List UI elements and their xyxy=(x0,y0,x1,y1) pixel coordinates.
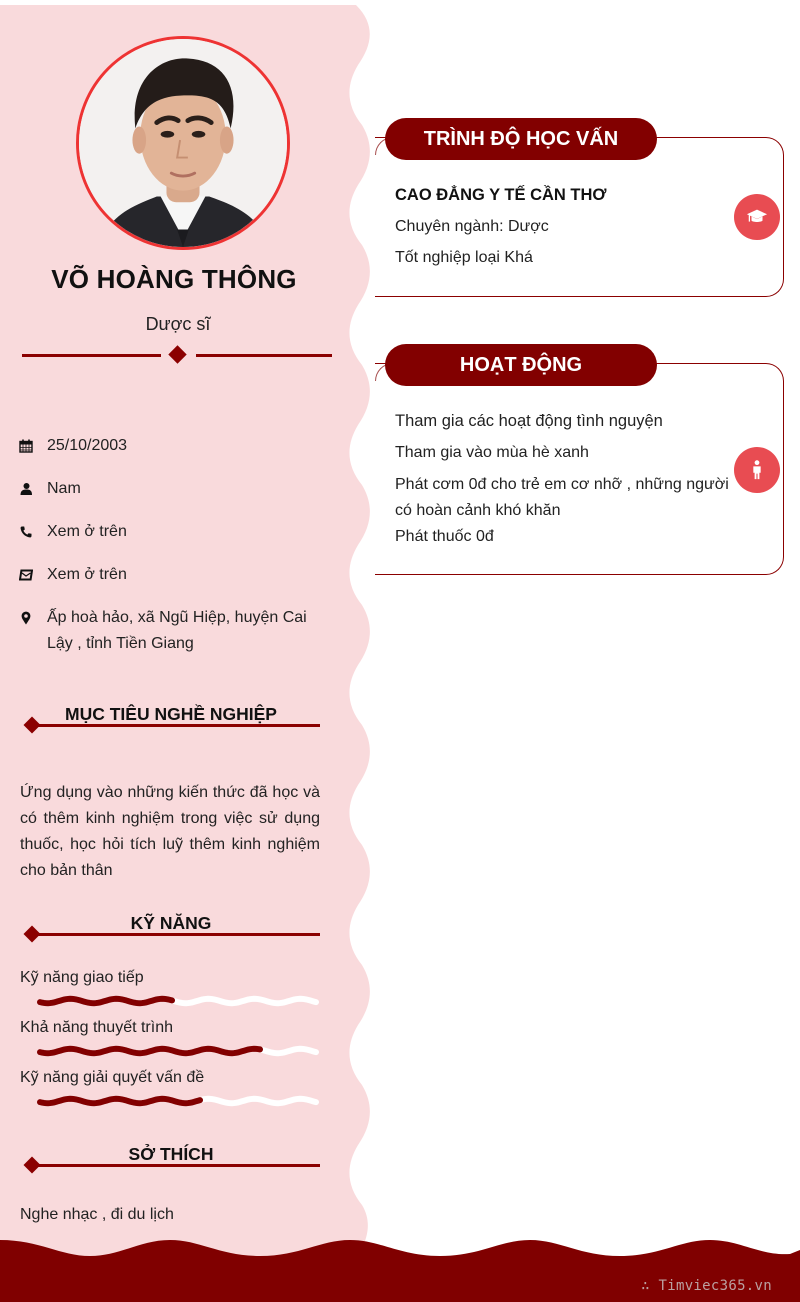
education-title-pill: TRÌNH ĐỘ HỌC VẤN xyxy=(385,118,657,160)
skill-item xyxy=(20,1067,322,1089)
contact-address xyxy=(18,608,318,657)
contact-gender-value: Nam xyxy=(47,480,81,497)
contact-email xyxy=(18,565,318,588)
watermark: ∴ Timviec365.vn xyxy=(641,1278,772,1294)
section-heading-skills xyxy=(22,913,322,943)
phone-icon xyxy=(18,522,34,542)
activities-card xyxy=(375,344,784,576)
divider-diamond-icon xyxy=(168,345,186,363)
heading-underline xyxy=(38,1164,320,1167)
skill-label: Kỹ năng giao tiếp xyxy=(20,969,144,986)
graduation-cap-icon xyxy=(734,194,780,240)
avatar-photo xyxy=(79,39,287,247)
contact-birthday-value: 25/10/2003 xyxy=(47,437,128,454)
skill-label: Khả năng thuyết trình xyxy=(20,1019,173,1036)
skill-progress-bar xyxy=(36,995,320,1007)
skill-item xyxy=(20,967,322,989)
activities-title-pill: HOẠT ĐỘNG xyxy=(385,344,657,386)
activity-line: Phát thuốc 0đ xyxy=(395,528,494,545)
education-card xyxy=(375,118,784,298)
hobbies-text: Nghe nhạc , đi du lịch xyxy=(20,1206,174,1223)
name-divider xyxy=(22,346,332,364)
divider-line-left xyxy=(22,354,161,357)
divider-line-right xyxy=(196,354,332,357)
contact-email-value[interactable]: Xem ở trên xyxy=(47,566,127,583)
avatar xyxy=(76,36,290,250)
contact-phone-value[interactable]: Xem ở trên xyxy=(47,523,127,540)
candidate-name: VÕ HOÀNG THÔNG xyxy=(51,264,297,294)
section-heading-hobbies xyxy=(22,1144,322,1174)
education-body xyxy=(395,184,730,269)
objective-title: MỤC TIÊU NGHỀ NGHIỆP xyxy=(65,704,277,724)
contact-birthday xyxy=(18,436,318,459)
objective-text: Ứng dụng vào những kiến thức đã học và có thêm kinh nghiệm trong việc sử dụng thuốc, học hỏi tích luỹ thêm kinh nghiệm cho bản thân xyxy=(20,784,320,879)
skill-label: Kỹ năng giải quyết vấn đề xyxy=(20,1069,205,1086)
section-heading-objective xyxy=(22,704,322,734)
activity-line: Tham gia vào mùa hè xanh xyxy=(395,444,589,461)
profile-header xyxy=(0,0,360,380)
skill-progress-bar xyxy=(36,1095,320,1107)
education-school: CAO ĐẲNG Y TẾ CẦN THƠ xyxy=(395,186,607,204)
education-grade: Tốt nghiệp loại Khá xyxy=(395,249,533,266)
contact-phone xyxy=(18,522,318,545)
activities-body xyxy=(395,408,735,550)
user-icon xyxy=(18,479,34,499)
skill-item xyxy=(20,1017,322,1039)
education-major: Chuyên ngành: Dược xyxy=(395,218,549,235)
heading-underline xyxy=(38,933,320,936)
envelope-icon xyxy=(18,565,34,585)
calendar-icon xyxy=(18,436,34,456)
skill-progress-bar xyxy=(36,1045,320,1057)
contact-gender xyxy=(18,479,318,502)
job-title: Dược sĩ xyxy=(145,314,211,334)
activity-line: Tham gia các hoạt động tình nguyện xyxy=(395,412,663,430)
skills-title: KỸ NĂNG xyxy=(130,913,212,933)
contact-list xyxy=(18,436,318,677)
heading-underline xyxy=(38,724,320,727)
hobbies-title: SỞ THÍCH xyxy=(128,1144,214,1164)
activity-line: Phát cơm 0đ cho trẻ em cơ nhỡ , những người có hoàn cảnh khó khăn xyxy=(395,476,729,519)
contact-address-value: Ấp hoà hảo, xã Ngũ Hiệp, huyện Cai Lậy , tỉnh Tiền Giang xyxy=(47,609,307,652)
map-marker-icon xyxy=(18,608,34,628)
person-icon xyxy=(734,447,780,493)
